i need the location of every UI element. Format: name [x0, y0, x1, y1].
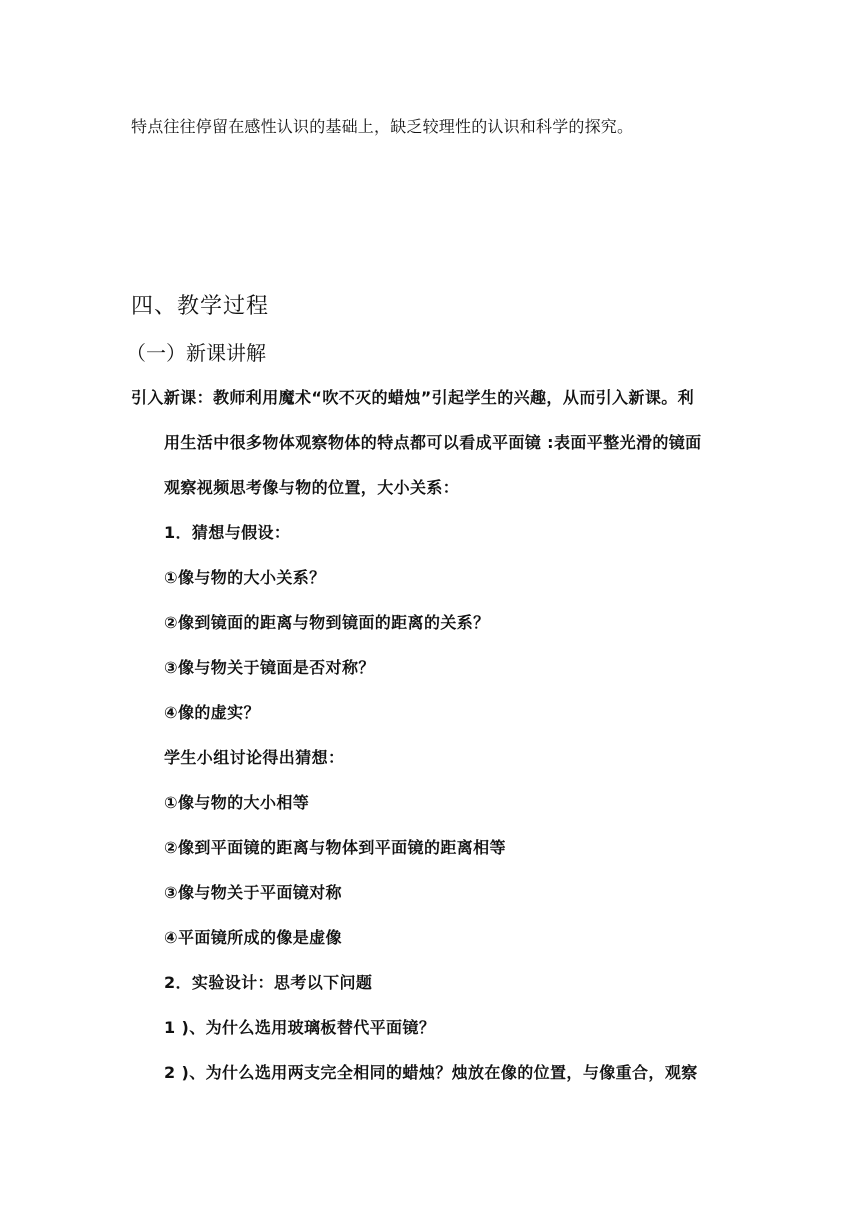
body-line: 观察视频思考像与物的位置，大小关系：: [164, 478, 460, 497]
discussion-line: 学生小组讨论得出猜想：: [164, 748, 345, 767]
section-heading: 四、教学过程: [131, 294, 270, 319]
question-item: ③像与物关于镜面是否对称？: [164, 658, 375, 677]
intro-paragraph: 特点往往停留在感性认识的基础上，缺乏较理性的认识和科学的探究。: [131, 117, 634, 136]
body-line: 用生活中很多物体观察物体的特点都可以看成平面镜 :表面平整光滑的镜面: [164, 433, 702, 452]
question-item: ②像到镜面的距离与物到镜面的距离的关系？: [164, 613, 490, 632]
intro-new-lesson-line: 引入新课：教师利用魔术“吹不灭的蜡烛”引起学生的兴趣，从而引入新课。利: [131, 388, 695, 407]
hypothesis-item: ③像与物关于平面镜对称: [164, 883, 342, 902]
question-item: ④像的虚实？: [164, 703, 260, 722]
hypothesis-item: ④平面镜所成的像是虚像: [164, 928, 342, 947]
question-item: ①像与物的大小关系？: [164, 568, 326, 587]
subsection-heading: （一）新课讲解: [126, 341, 266, 365]
hypothesis-item: ②像到平面镜的距离与物体到平面镜的距离相等: [164, 838, 506, 857]
experiment-question: 1 )、为什么选用玻璃板替代平面镜？: [164, 1018, 436, 1037]
experiment-heading: 2．实验设计：思考以下问题: [164, 973, 373, 992]
hypothesis-item: ①像与物的大小相等: [164, 793, 310, 812]
experiment-question: 2 )、为什么选用两支完全相同的蜡烛？烛放在像的位置，与像重合，观察: [164, 1063, 698, 1082]
hypothesis-heading: 1．猜想与假设：: [164, 523, 291, 542]
